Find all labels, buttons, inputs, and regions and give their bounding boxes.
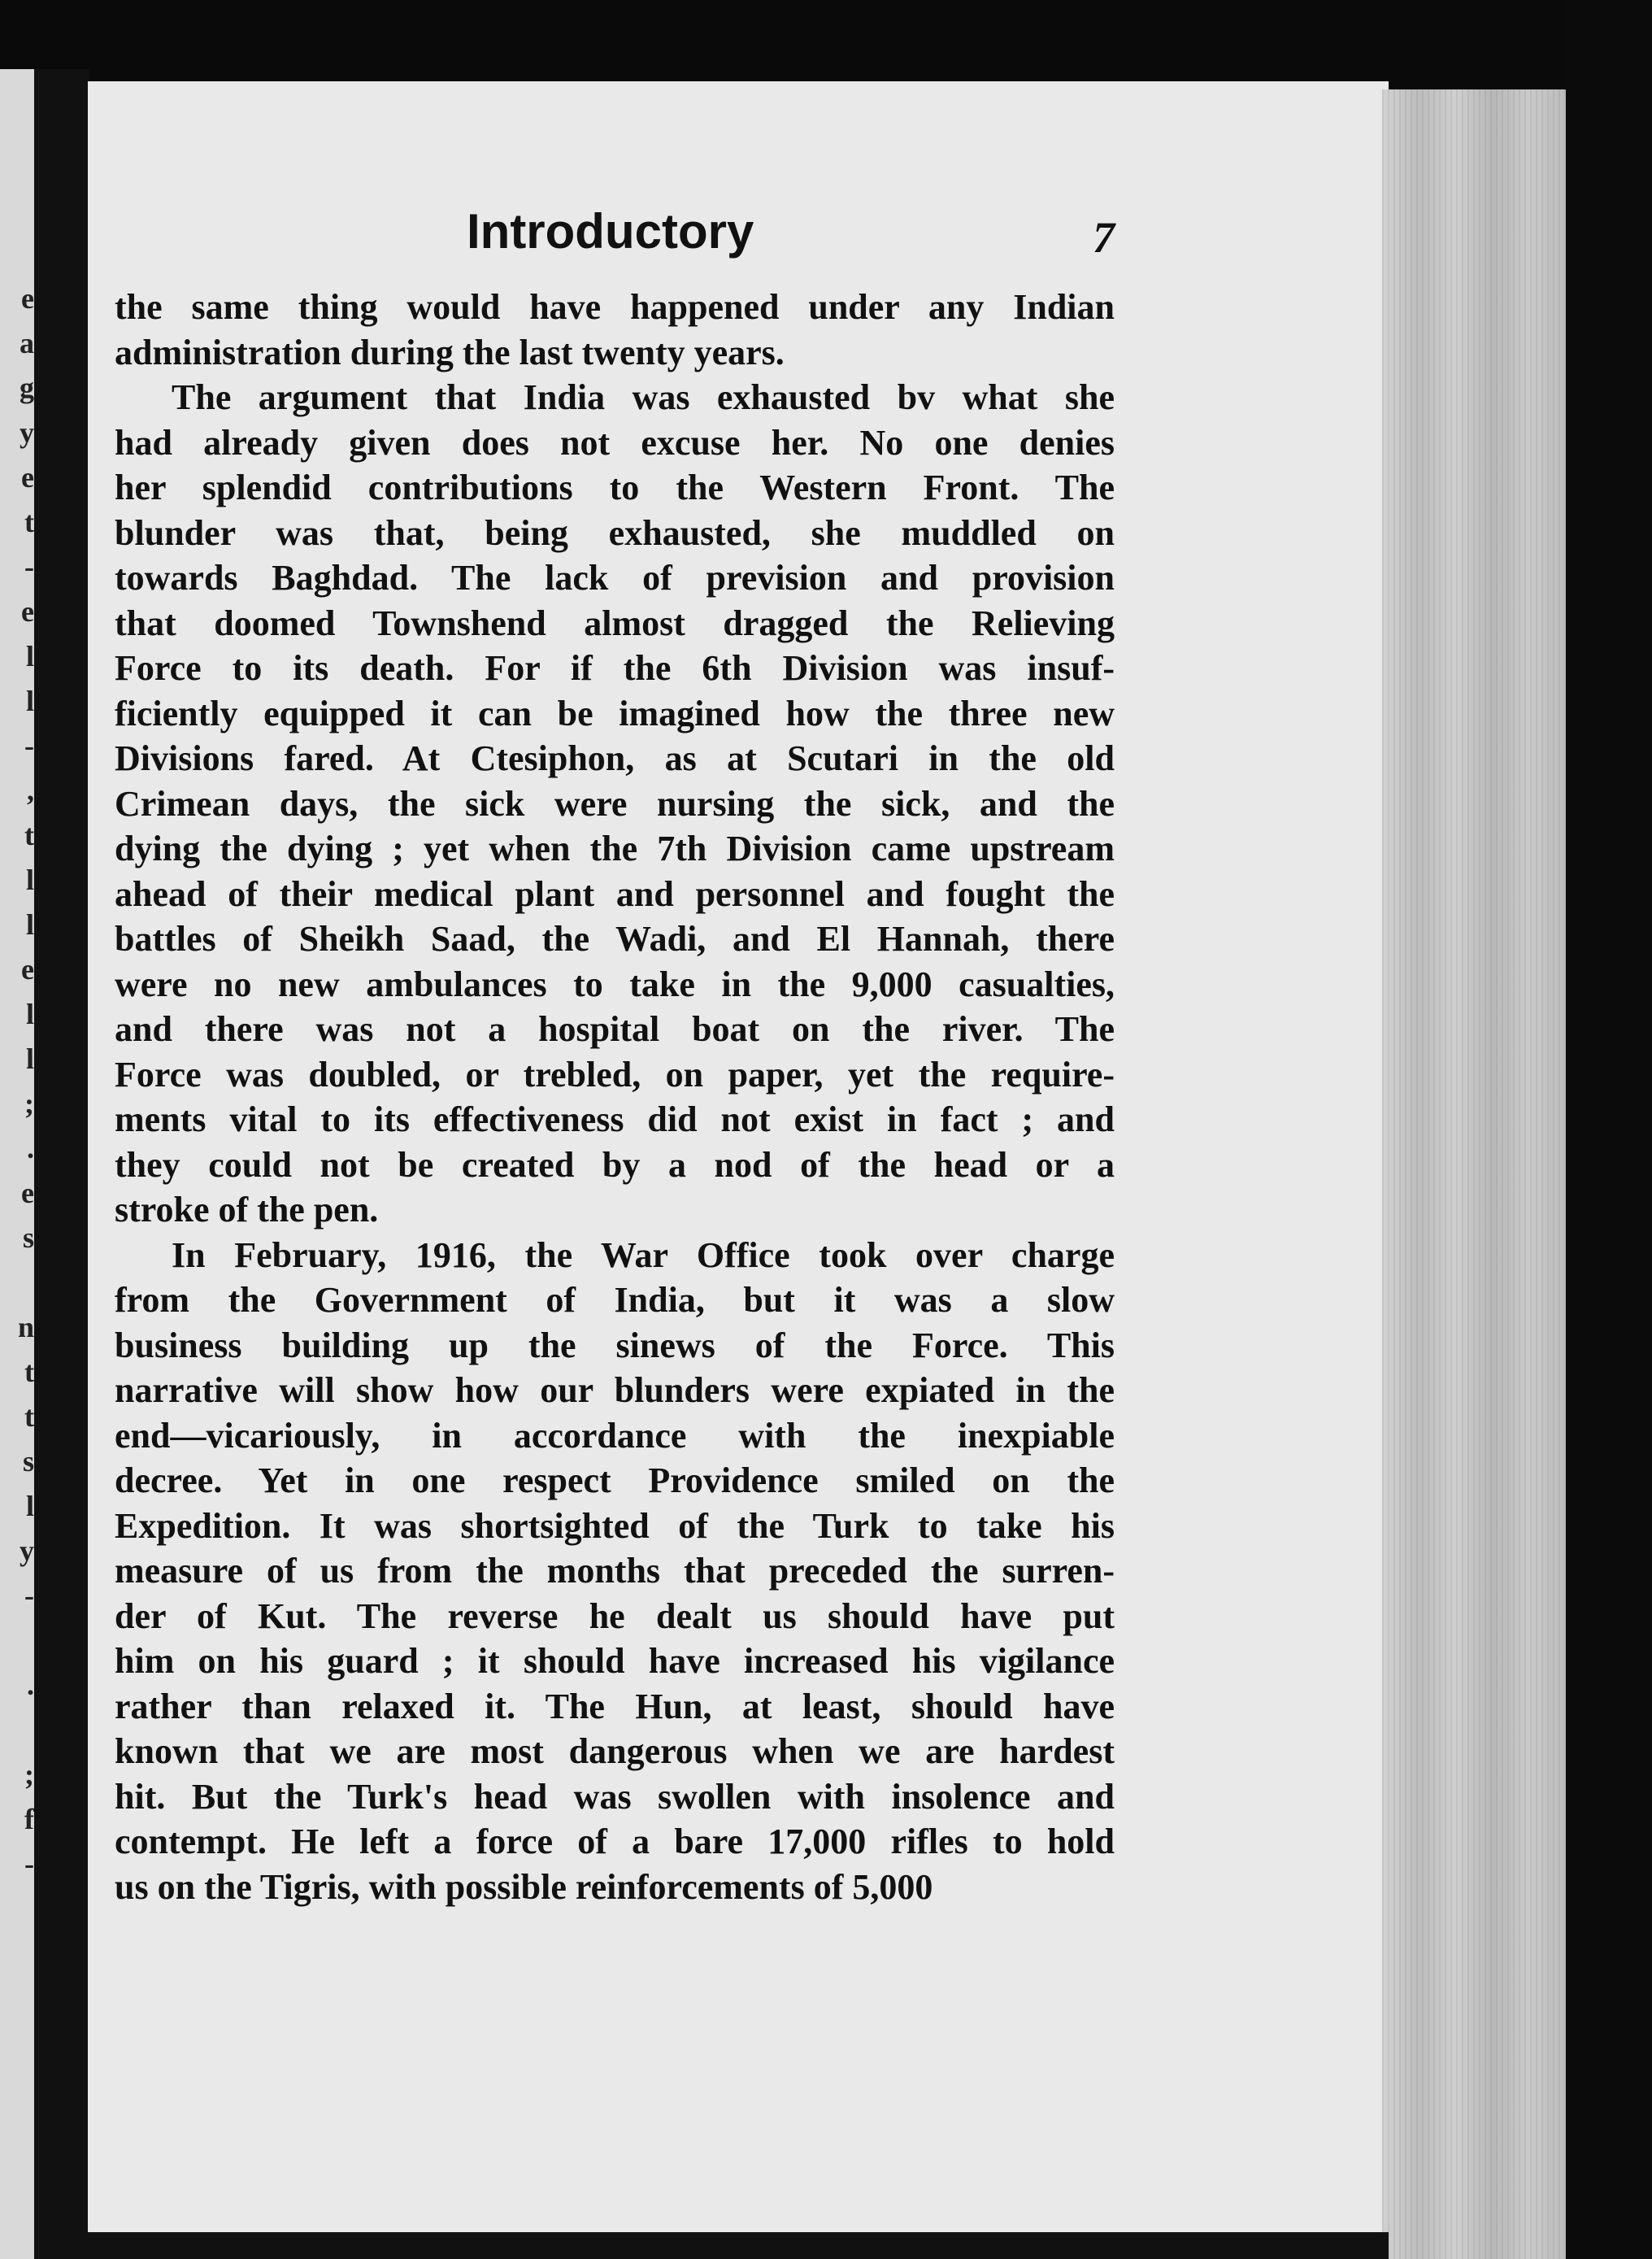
text-line: Crimean days, the sick were nursing the sick, and the xyxy=(115,783,1115,824)
left-fragment: g xyxy=(20,372,34,404)
left-fragment: - xyxy=(24,551,34,583)
left-fragment xyxy=(0,1260,34,1305)
text-line: were no new ambulances to take in the 9,000 casualties, xyxy=(115,964,1115,1004)
left-fragment: - xyxy=(24,1848,34,1880)
left-fragment: l xyxy=(25,1042,34,1075)
scan-border-right xyxy=(1566,0,1652,2259)
text-line: In February, 1916, the War Office took over charge xyxy=(172,1234,1115,1275)
left-fragment: s xyxy=(22,1445,34,1478)
left-fragment: y xyxy=(20,416,34,449)
left-fragment: y xyxy=(20,1534,34,1567)
left-fragment: s xyxy=(22,1221,34,1254)
text-line: Divisions fared. At Ctesiphon, as at Scutari in the old xyxy=(115,738,1115,778)
text-line: Expedition. It was shortsighted of the Turk to take his xyxy=(115,1505,1115,1546)
text-line: decree. Yet in one respect Providence smiled on the xyxy=(115,1460,1115,1500)
left-fragment xyxy=(0,1887,34,1931)
left-fragment: n xyxy=(17,1311,34,1343)
text-line: him on his guard ; it should have increased his vigilance xyxy=(115,1641,1115,1681)
left-fragment: - xyxy=(24,1579,34,1612)
text-line: us on the Tigris, with possible reinforcements of 5,000 xyxy=(115,1866,933,1907)
left-fragment: e xyxy=(21,1177,34,1209)
left-fragment: e xyxy=(21,282,34,315)
left-fragment: t xyxy=(24,819,34,851)
text-line: that doomed Townshend almost dragged the Relieving xyxy=(115,603,1115,643)
running-head: Introductory xyxy=(467,204,754,259)
left-fragment: l xyxy=(25,998,34,1030)
left-page-text-fragments xyxy=(0,276,34,1931)
left-fragment: l xyxy=(25,908,34,941)
text-line: towards Baghdad. The lack of prevision and provision xyxy=(115,558,1115,598)
text-line: business building up the sinews of the Force. This xyxy=(115,1325,1115,1365)
text-line: contempt. He left a force of a bare 17,000 rifles to hold xyxy=(115,1822,1115,1861)
book-gutter xyxy=(34,69,89,2259)
left-fragment: l xyxy=(25,864,34,896)
paragraph xyxy=(115,1233,1115,1910)
scan-border-bottom xyxy=(88,2232,1389,2259)
text-line: measure of us from the months that preceded the surren- xyxy=(115,1551,1115,1591)
text-line: from the Government of India, but it was a slow xyxy=(115,1280,1115,1320)
text-line: administration during the last twenty years. xyxy=(115,332,785,372)
left-fragment: e xyxy=(21,595,34,628)
paragraph xyxy=(115,375,1115,1233)
text-line: der of Kut. The reverse he dealt us should have put xyxy=(115,1595,1115,1636)
body-text xyxy=(115,285,1115,1909)
left-fragment: . xyxy=(27,1669,34,1701)
text-line: her splendid contributions to the Western Front. The xyxy=(115,468,1115,507)
text-line: narrative will show how our blunders were expiated in the xyxy=(115,1370,1115,1410)
text-line: The argument that India was exhausted bv what she xyxy=(172,377,1115,417)
text-line: end—vicariously, in accordance with the inexpiable xyxy=(115,1415,1115,1456)
text-line: known that we are most dangerous when we are hardest xyxy=(115,1731,1115,1771)
left-fragment: a xyxy=(20,327,34,359)
text-line: blunder was that, being exhausted, she muddled on xyxy=(115,512,1115,553)
left-fragment: f xyxy=(24,1803,34,1835)
left-fragment: t xyxy=(24,1400,34,1433)
scan-border-top xyxy=(0,0,1652,89)
paragraph xyxy=(115,285,1115,375)
text-line: battles of Sheikh Saad, the Wadi, and El Hannah, there xyxy=(115,919,1115,959)
left-fragment: l xyxy=(25,685,34,717)
text-line: the same thing would have happened under any Indian xyxy=(115,287,1115,327)
text-line: dying the dying ; yet when the 7th Division came upstream xyxy=(115,829,1115,868)
text-line: rather than relaxed it. The Hun, at least, should have xyxy=(115,1686,1115,1726)
left-fragment: t xyxy=(24,1356,34,1388)
text-line: Force was doubled, or trebled, on paper, yet the require- xyxy=(115,1054,1115,1095)
left-fragment: ; xyxy=(24,1758,34,1791)
left-fragment: , xyxy=(27,774,34,807)
left-fragment: l xyxy=(25,1490,34,1522)
left-fragment: - xyxy=(24,729,34,762)
page-stack-edge-lines xyxy=(1382,89,1566,2259)
left-fragment xyxy=(0,1708,34,1752)
left-fragment xyxy=(0,1618,34,1663)
left-fragment: l xyxy=(25,640,34,672)
left-fragment: t xyxy=(24,506,34,538)
text-line: ments vital to its effectiveness did not exist in fact ; and xyxy=(115,1099,1115,1139)
left-fragment: e xyxy=(21,461,34,494)
text-line: Force to its death. For if the 6th Division was insuf- xyxy=(115,648,1115,688)
text-line: they could not be created by a nod of the head or a xyxy=(115,1144,1115,1185)
left-fragment: . xyxy=(27,1132,34,1164)
text-line: hit. But the Turk's head was swollen with insolence and xyxy=(115,1776,1115,1817)
text-line: and there was not a hospital boat on the river. The xyxy=(115,1009,1115,1049)
text-line: stroke of the pen. xyxy=(115,1190,379,1230)
text-line: ahead of their medical plant and personnel and fought the xyxy=(115,873,1115,914)
page-number: 7 xyxy=(1093,213,1115,262)
text-line: ficiently equipped it can be imagined how the three new xyxy=(115,693,1115,733)
left-fragment: e xyxy=(21,953,34,986)
text-line: had already given does not excuse her. No one denies xyxy=(115,422,1115,463)
left-fragment: ; xyxy=(24,1087,34,1120)
